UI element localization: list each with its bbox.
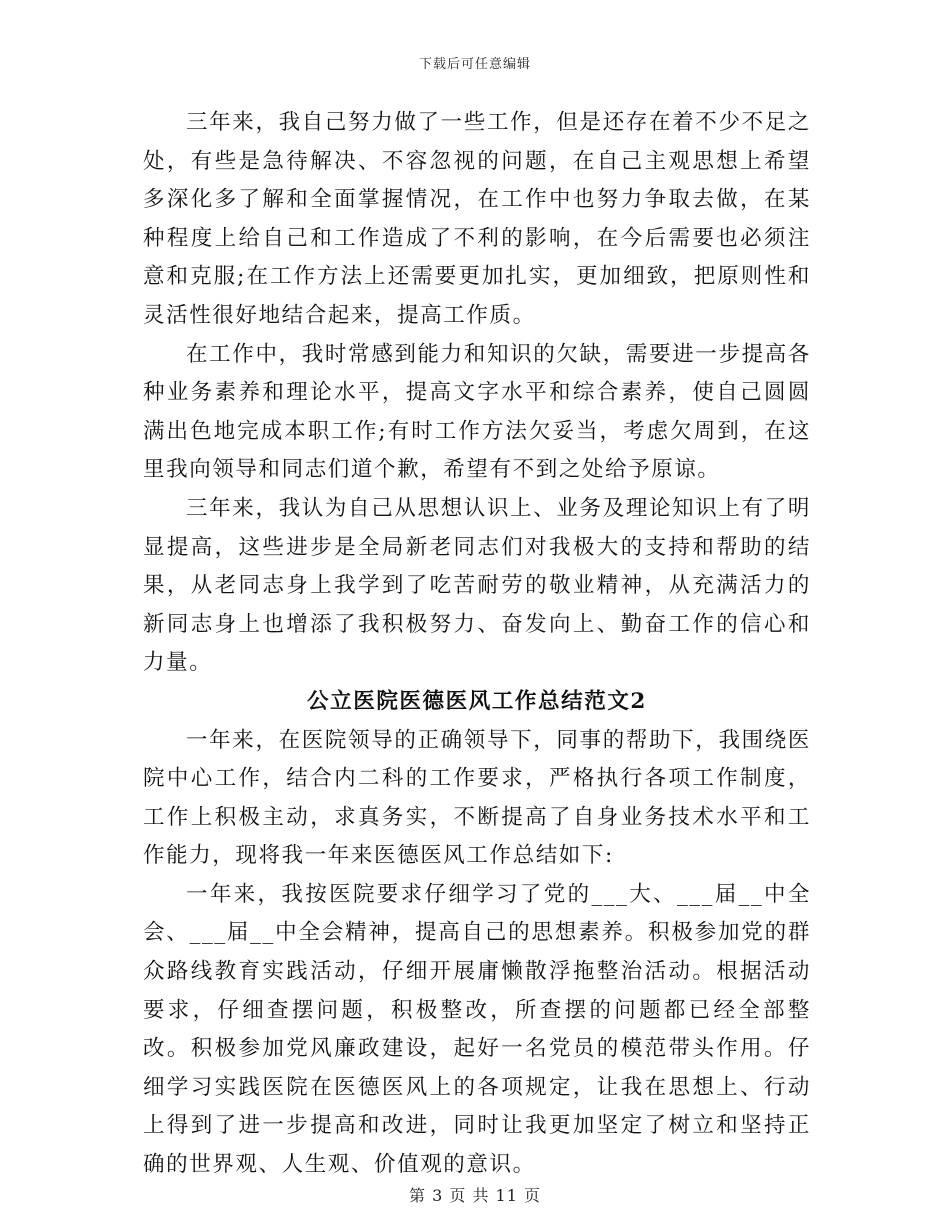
page-number: 第 3 页 共 11 页 — [409, 1186, 541, 1205]
paragraph-intro: 一年来，在医院领导的正确领导下，同事的帮助下，我围绕医院中心工作，结合内二科的工作要求，严格执行各项工作制度，工作上积极主动，求真务实，不断提高了自身业务技术水平和工作能力，现将我一年来医德医风工作总结如下: — [143, 727, 811, 869]
document-body — [143, 104, 811, 1185]
section-title: 公立医院医德医风工作总结范文2 — [307, 688, 647, 714]
header-note: 下载后可任意编辑 — [418, 57, 531, 72]
paragraph-study: 一年来，我按医院要求仔细学习了党的___大、___届__中全会、___届__中全会精神，提高自己的思想素养。积极参加党的群众路线教育实践活动，仔细开展庸懒散浮拖整治活动。根据活动要求，仔细查摆问题，积极整改，所查摆的问题都已经全部整改。积极参加党风廉政建设，起好一名党员的模范带头作用。仔细学习实践医院在医德医风上的各项规定，让我在思想上、行动上得到了进一步提高和改进，同时让我更加坚定了树立和坚持正确的世界观、人生观、价值观的意识。 — [143, 881, 811, 1178]
paragraph-ability-gaps: 在工作中，我时常感到能力和知识的欠缺，需要进一步提高各种业务素养和理论水平，提高文字水平和综合素养，使自己圆圆满出色地完成本职工作;有时工作方法欠妥当，考虑欠周到，在这里我向领导和同志们道个歉，希望有不到之处给予原谅。 — [143, 341, 811, 483]
paragraph-shortcomings: 三年来，我自己努力做了一些工作，但是还存在着不少不足之处，有些是急待解决、不容忽视的问题，在自己主观思想上希望多深化多了解和全面掌握情况，在工作中也努力争取去做，在某种程度上给自己和工作造成了不利的影响，在今后需要也必须注意和克服;在工作方法上还需要更加扎实，更加细致，把原则性和灵活性很好地结合起来，提高工作质。 — [143, 110, 811, 328]
paragraph-progress: 三年来，我认为自己从思想认识上、业务及理论知识上有了明显提高，这些进步是全局新老同志们对我极大的支持和帮助的结果，从老同志身上我学到了吃苦耐劳的敬业精神，从充满活力的新同志身上也增添了我积极努力、奋发向上、勤奋工作的信心和力量。 — [143, 495, 811, 676]
